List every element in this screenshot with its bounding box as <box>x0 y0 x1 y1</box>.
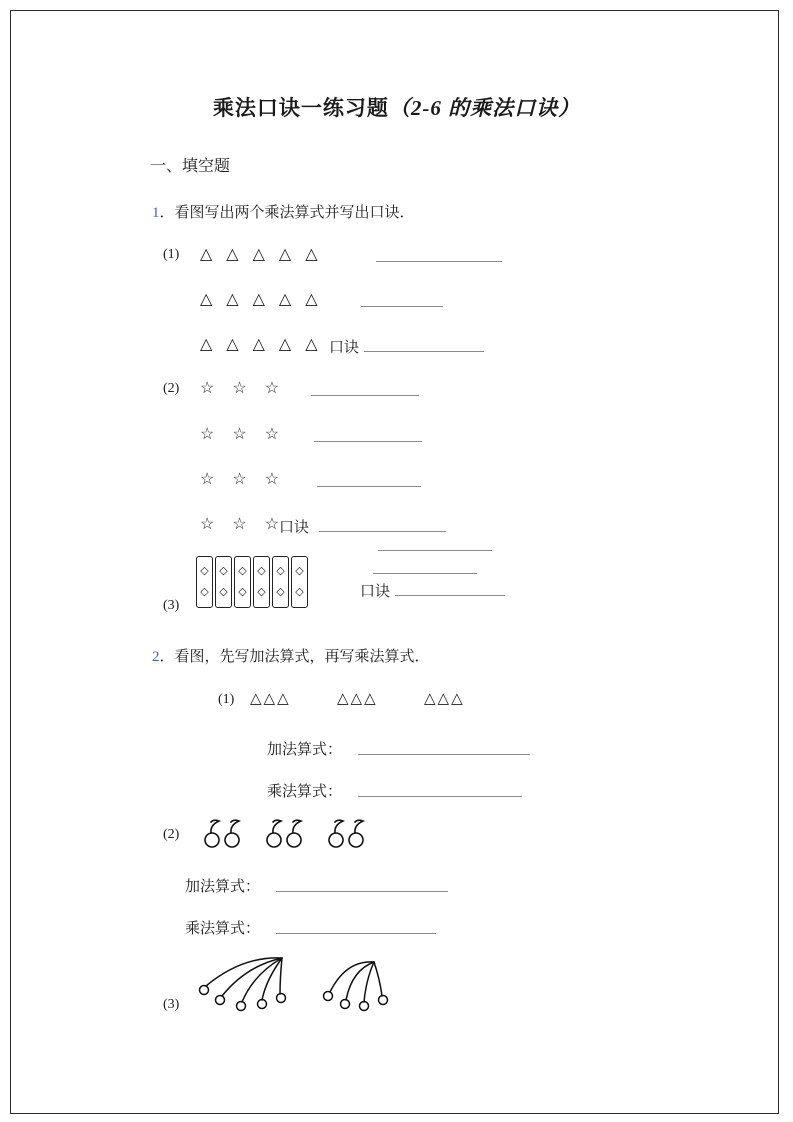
koujue-label: 口诀 <box>279 520 310 536</box>
diamond-icon: ◇ <box>295 565 304 578</box>
domino <box>196 556 213 608</box>
answer-blank <box>311 378 419 396</box>
diamond-icon: ◇ <box>238 585 247 598</box>
triangle-row-1: △ △ △ △ △ <box>200 246 323 263</box>
balloon-bunches-figure <box>196 950 411 1018</box>
domino <box>234 556 251 608</box>
section-heading: 一、填空题 <box>150 158 231 175</box>
answer-blank <box>317 469 421 487</box>
star-row-1: ☆ ☆ ☆ <box>200 380 287 397</box>
diamond-icon: ◇ <box>276 565 285 578</box>
triangle-group-2: △△△ <box>337 691 378 707</box>
diamond-icon: ◇ <box>200 565 209 578</box>
koujue-label: 口诀 <box>329 340 360 356</box>
question-2 <box>152 645 430 666</box>
q1-part2-label: (2) <box>163 381 180 396</box>
addition-label: 加法算式： <box>185 879 261 895</box>
answer-blank <box>358 737 530 755</box>
question-1-number: 1 <box>152 205 160 221</box>
diamond-icon: ◇ <box>200 585 209 598</box>
q1-part3-label: (3) <box>163 598 180 613</box>
answer-blank <box>361 289 443 307</box>
diamond-icon: ◇ <box>295 585 304 598</box>
answer-blank <box>319 514 446 532</box>
answer-blank <box>276 916 436 934</box>
answer-blank <box>358 779 522 797</box>
triangle-group-1: △△△ <box>250 691 291 707</box>
page-title <box>0 92 793 122</box>
domino <box>291 556 308 608</box>
answer-blank <box>376 244 502 262</box>
diamond-dominoes-figure <box>196 556 308 608</box>
page-title-paren: （2-6 的乘法口诀） <box>388 96 581 120</box>
diamond-icon: ◇ <box>238 565 247 578</box>
diamond-icon: ◇ <box>219 565 228 578</box>
answer-blank <box>378 533 492 551</box>
answer-blank <box>373 556 477 574</box>
answer-blank <box>276 874 448 892</box>
koujue-label: 口诀 <box>360 584 391 600</box>
multiplication-label: 乘法算式： <box>185 921 261 937</box>
cherries-figure <box>198 810 378 852</box>
answer-blank <box>395 578 505 596</box>
domino <box>272 556 289 608</box>
triangle-row-2: △ △ △ △ △ <box>200 291 323 308</box>
page-title-main: 乘法口诀一练习题 <box>212 96 389 120</box>
diamond-icon: ◇ <box>219 585 228 598</box>
addition-label: 加法算式： <box>267 742 343 758</box>
triangle-row-3: △ △ △ △ △ <box>200 336 323 353</box>
q2-part1-label: (1) <box>218 692 235 707</box>
q2-part2-label: (2) <box>163 827 180 842</box>
question-1 <box>152 201 415 222</box>
answer-blank <box>364 334 484 352</box>
star-row-3: ☆ ☆ ☆ <box>200 471 287 488</box>
q2-part3-label: (3) <box>163 997 180 1012</box>
star-row-2: ☆ ☆ ☆ <box>200 426 287 443</box>
triangle-group-3: △△△ <box>424 691 465 707</box>
domino <box>253 556 270 608</box>
multiplication-label: 乘法算式： <box>267 784 343 800</box>
domino <box>215 556 232 608</box>
star-row-4: ☆ ☆ ☆ <box>200 516 287 533</box>
diamond-icon: ◇ <box>257 585 266 598</box>
q1-part1-label: (1) <box>163 247 180 262</box>
answer-blank <box>314 424 422 442</box>
question-1-text: ．看图写出两个乘法算式并写出口诀． <box>159 205 415 221</box>
question-2-number: 2 <box>152 649 160 665</box>
question-2-text: ．看图，先写加法算式，再写乘法算式． <box>159 649 430 665</box>
diamond-icon: ◇ <box>276 585 285 598</box>
diamond-icon: ◇ <box>257 565 266 578</box>
